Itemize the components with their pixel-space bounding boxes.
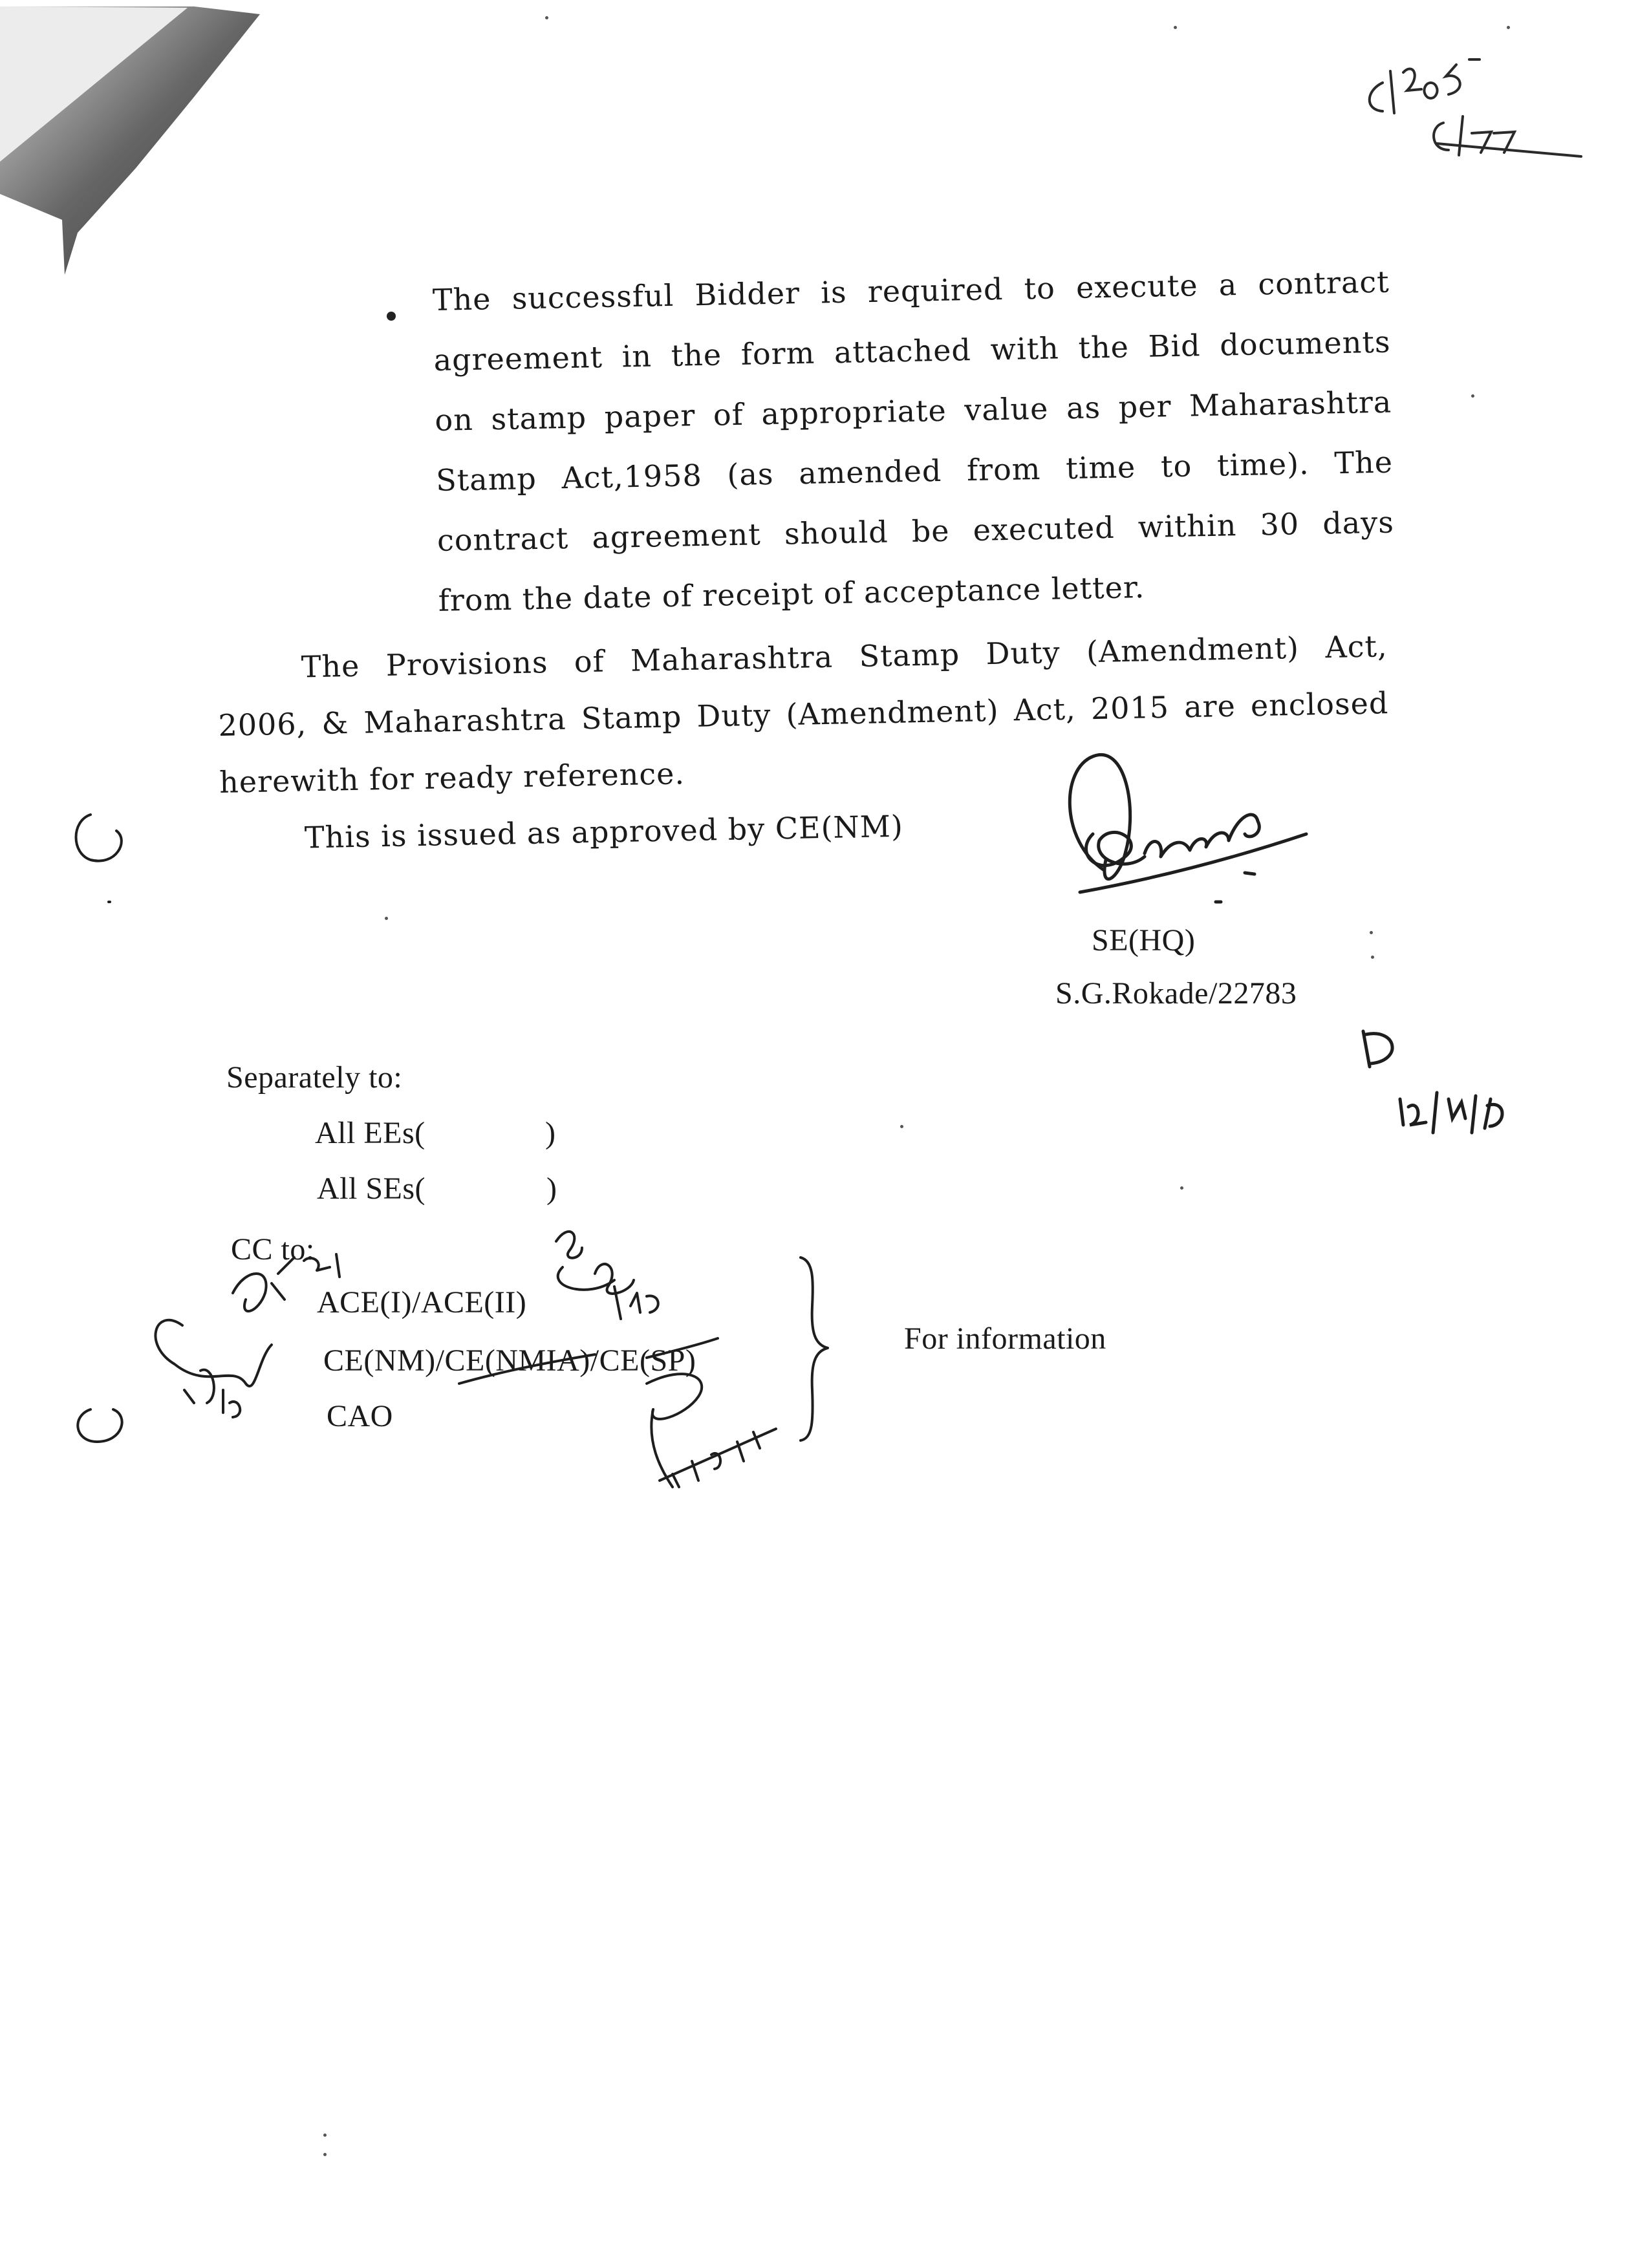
recipient-all-ees: All EEs( bbox=[315, 1116, 426, 1150]
speck bbox=[1471, 394, 1474, 398]
bullet-line-2: agreement in the form attached with the Bid documents bbox=[433, 324, 1391, 378]
cc-line-3: CAO bbox=[327, 1399, 393, 1433]
cc-heading: CC to: bbox=[231, 1232, 315, 1267]
cc-note: For information bbox=[904, 1321, 1106, 1356]
bullet-line-1: The successful Bidder is required to execute a contract bbox=[432, 264, 1390, 317]
speck bbox=[1371, 956, 1374, 959]
speck bbox=[1370, 931, 1373, 934]
provisions-line-1: The Provisions of Maharashtra Stamp Duty (Amendment) Act, bbox=[301, 628, 1388, 685]
provisions-line-2: 2006, & Maharashtra Stamp Duty (Amendment) Act, 2015 are enclosed bbox=[218, 685, 1389, 743]
speck bbox=[323, 2134, 327, 2137]
distribution-heading: Separately to: bbox=[226, 1060, 403, 1095]
bullet-point bbox=[387, 312, 396, 321]
speck bbox=[545, 16, 548, 19]
scan-corner-shadow bbox=[0, 0, 272, 284]
provisions-paragraph bbox=[217, 617, 1391, 868]
provisions-line-3: herewith for ready reference. bbox=[219, 756, 685, 800]
speck bbox=[1174, 26, 1177, 29]
cc-line-1: ACE(I)/ACE(II) bbox=[317, 1285, 527, 1320]
recipient-all-ses: All SEs( bbox=[317, 1171, 426, 1206]
approval-line: This is issued as approved by CE(NM) bbox=[304, 808, 904, 855]
bullet-line-6: from the date of receipt of acceptance letter. bbox=[438, 569, 1145, 618]
cc-line-2: CE(NM)/CE(NMIA)/CE(SP) bbox=[323, 1343, 696, 1378]
bullet-line-3: on stamp paper of appropriate value as per Maharashtra bbox=[434, 384, 1392, 438]
bullet-line-4: Stamp Act,1958 (as amended from time to time). The bbox=[435, 444, 1394, 498]
speck bbox=[323, 2153, 327, 2156]
speck bbox=[900, 1125, 903, 1128]
speck bbox=[1507, 26, 1510, 29]
speck bbox=[1180, 1186, 1183, 1190]
signatory-designation: SE(HQ) bbox=[1092, 923, 1196, 957]
bullet-line-5: contract agreement should be executed within 30 days bbox=[436, 504, 1395, 558]
speck bbox=[385, 917, 388, 920]
signatory-name: S.G.Rokade/22783 bbox=[1055, 976, 1297, 1011]
contract-agreement-bullet bbox=[432, 252, 1396, 631]
recipient-all-ees-close: ) bbox=[545, 1116, 556, 1150]
recipient-all-ses-close: ) bbox=[546, 1171, 557, 1206]
